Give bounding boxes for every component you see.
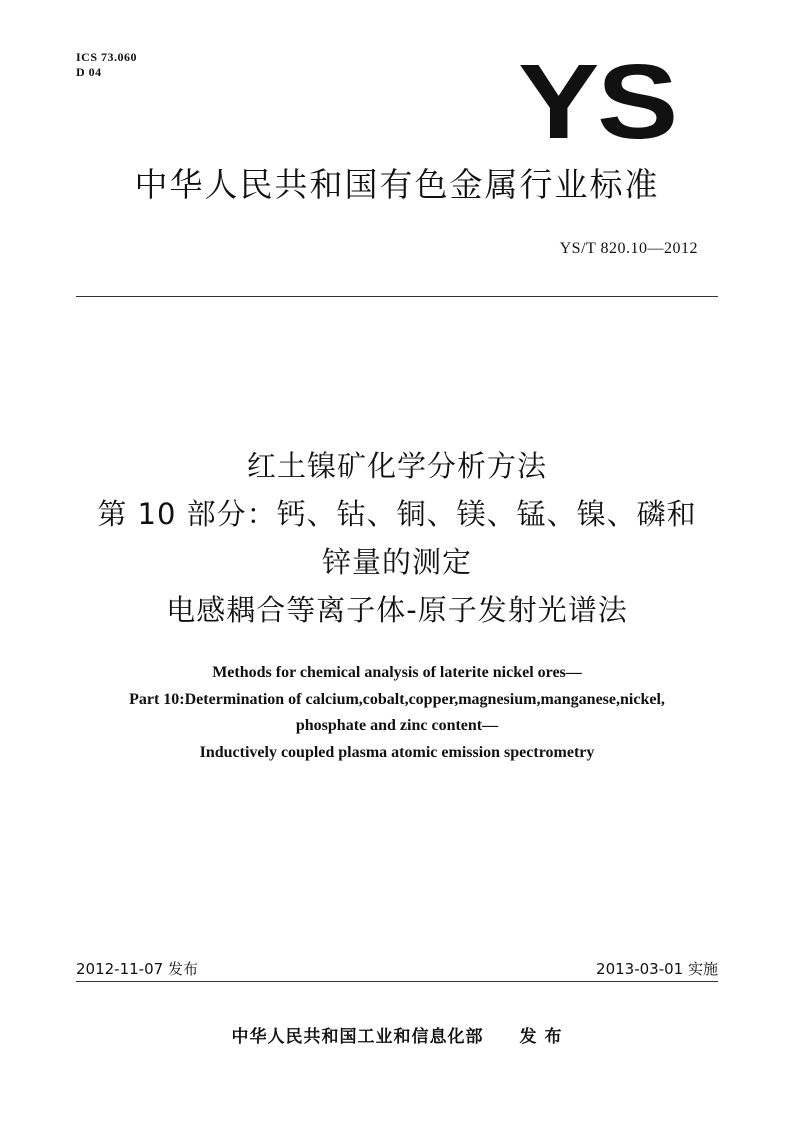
chinese-title-line-4: 电感耦合等离子体-原子发射光谱法 bbox=[166, 593, 628, 627]
chinese-title bbox=[0, 442, 794, 634]
chinese-title-line-3: 锌量的测定 bbox=[321, 545, 472, 579]
classification-codes bbox=[76, 50, 137, 80]
chinese-title-line-2: 第 10 部分：钙、钴、铜、镁、锰、镍、磷和 bbox=[97, 497, 697, 531]
standard-number: YS/T 820.10—2012 bbox=[559, 240, 698, 257]
publisher bbox=[0, 1022, 794, 1047]
chinese-title-line-1: 红土镍矿化学分析方法 bbox=[246, 449, 547, 483]
issue-date: 2012-11-07 发布 bbox=[76, 960, 198, 978]
english-title-line-3: phosphate and zinc content— bbox=[295, 717, 499, 734]
org-title: 中华人民共和国有色金属行业标准 bbox=[134, 165, 660, 204]
ys-logo bbox=[516, 52, 678, 144]
ics-code: ICS 73.060 bbox=[76, 50, 138, 64]
footer-divider bbox=[76, 981, 718, 982]
header-divider bbox=[76, 296, 718, 297]
publisher-name: 中华人民共和国工业和信息化部 bbox=[231, 1027, 484, 1047]
english-title-line-1: Methods for chemical analysis of laterite nickel ores— bbox=[212, 664, 582, 681]
implementation-date: 2013-03-01 实施 bbox=[596, 960, 718, 978]
ccs-code: D 04 bbox=[76, 65, 102, 79]
english-title-line-2: Part 10:Determination of calcium,cobalt,copper,magnesium,manganese,nickel, bbox=[129, 690, 665, 708]
publisher-action: 发 布 bbox=[519, 1027, 563, 1047]
ys-logo-text: YS bbox=[518, 52, 676, 144]
english-title-line-4: Inductively coupled plasma atomic emission spectrometry bbox=[199, 743, 595, 761]
english-title bbox=[0, 660, 794, 766]
